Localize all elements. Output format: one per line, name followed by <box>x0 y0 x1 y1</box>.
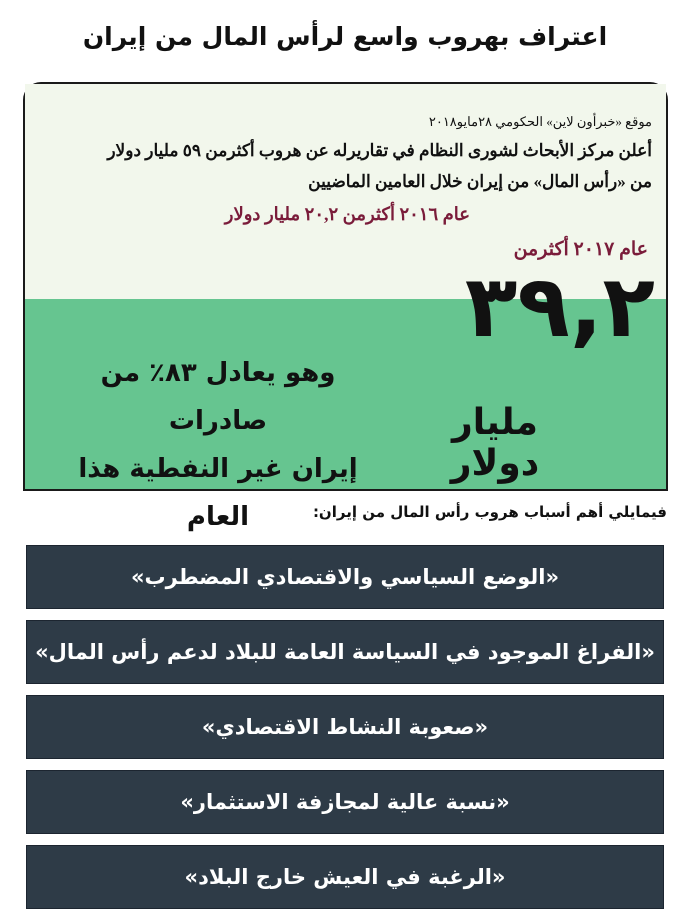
reasons-intro: فيمايلي أهم أسباب هروب رأس المال من إيران: <box>312 503 667 521</box>
equivalent-line-2: إيران غير النفطية هذا العام <box>78 454 358 532</box>
announcement-line-1: أعلن مركز الأبحاث لشورى النظام في تقاريرله عن هروب أكثرمن ٥٩ مليار دولار <box>107 141 652 160</box>
equivalent-line-1: وهو يعادل ٨٣٪ من صادرات <box>100 358 336 436</box>
reason-item: «الرغبة في العيش خارج البلاد» <box>26 845 664 909</box>
big-number: ٣٩,٢ <box>464 257 655 357</box>
reason-item: «نسبة عالية لمجازفة الاستثمار» <box>26 770 664 834</box>
year-2017-label: عام ٢٠١٧ أكثرمن <box>513 239 648 260</box>
source-citation: موقع «خبرأون لاين» الحكومي ٢٨مايو٢٠١٨ <box>428 114 652 129</box>
big-number-unit: مليار دولار <box>450 402 540 484</box>
reason-item: «الفراغ الموجود في السياسة العامة للبلاد لدعم رأس المال» <box>26 620 664 684</box>
reason-item: «صعوبة النشاط الاقتصادي» <box>26 695 664 759</box>
announcement-line-2: من «رأس المال» من إيران خلال العامين الماضيين <box>308 172 652 191</box>
page-title: اعتراف بهروب واسع لرأس المال من إيران <box>82 22 608 51</box>
reasons-list <box>26 545 664 920</box>
year-2016-figure: عام ٢٠١٦ أكثرمن ٢٠,٢ مليار دولار <box>224 204 470 224</box>
reason-item: «الوضع السياسي والاقتصادي المضطرب» <box>26 545 664 609</box>
